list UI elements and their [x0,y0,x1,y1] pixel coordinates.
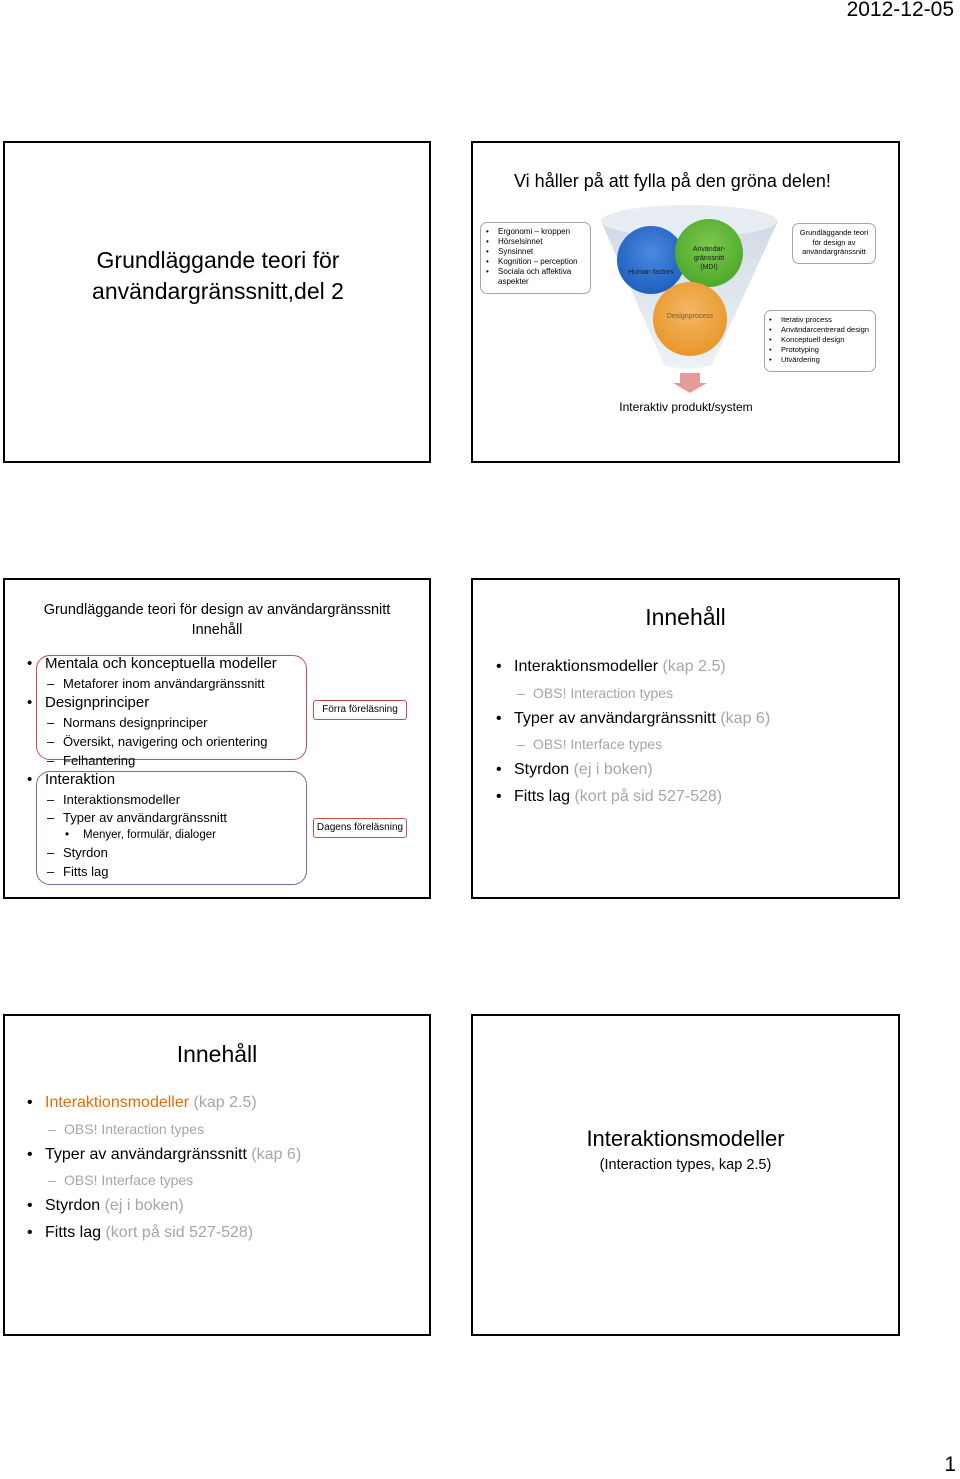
circle-orange-label: Designprocess [666,313,714,320]
content-subitem: – OBS! Interface types [64,1172,193,1188]
design-process-item: • Utvärdering [769,355,873,365]
slide-3-title-line-1: Grundläggande teori för design av användargränssnitt [43,602,391,618]
slide-5 [3,1014,431,1336]
outline-item-level-2: – Översikt, navigering och orientering [63,734,268,749]
human-factors-box [480,222,591,294]
content-item-extra: (kap 6) [251,1146,302,1163]
design-process-box [764,310,876,372]
outline-item-level-3: • Menyer, formulär, dialoger [83,829,216,841]
outline-item-level-2: – Fitts lag [63,864,109,879]
slide-3-title-line-2: Innehåll [191,622,243,638]
design-process-item: • Iterativ process [769,315,873,325]
circle-human-factors [617,226,685,294]
outline-item-level-2: – Styrdon [63,845,108,860]
page-date: 2012-12-05 [846,0,954,21]
content-subitem: – OBS! Interface types [533,736,662,752]
human-factors-item: • Sociala och affektiva aspekter [486,267,587,287]
slide-1-title: Grundläggande teori för användargränssnitt,del 2 [92,247,344,304]
theory-box: Grundläggande teori för design av användargränssnitt [792,223,876,264]
content-item-extra: (kort på sid 527-528) [105,1224,254,1241]
human-factors-item: • Kognition – perception [486,257,587,267]
content-item [45,1197,184,1215]
content-item-extra: (kap 6) [720,710,771,727]
slide-6-subtitle: (Interaction types, kap 2.5) [599,1157,772,1173]
slide-2 [471,141,900,463]
content-item [514,761,653,779]
circle-green-label: Användar-gränssnitt (MDI) [692,246,726,271]
content-item-main: Styrdon [45,1197,101,1214]
content-subitem: – OBS! Interaction types [64,1121,204,1137]
content-item-extra: (kap 2.5) [662,658,726,675]
content-item-extra: (ej i boken) [104,1197,184,1214]
outline-item-level-2: – Normans designprinciper [63,715,208,730]
down-arrow-icon [673,373,707,393]
design-process-item: • Prototyping [769,345,873,355]
previous-lecture-label: Förra föreläsning [313,700,407,720]
slide-1 [3,141,431,463]
content-item [45,1146,301,1164]
content-subitem: – OBS! Interaction types [533,685,673,701]
slide-6-title: Interaktionsmodeller [586,1126,785,1151]
content-item-main: Typer av användargränssnitt [514,710,716,727]
slide-5-title: Innehåll [176,1041,258,1067]
design-process-item: • Användarcentrerad design [769,325,873,335]
content-item-main: Interaktionsmodeller [45,1094,190,1111]
outline-item-level-1: • Designprinciper [45,694,149,711]
content-item-extra: (kort på sid 527-528) [574,788,723,805]
slide-3 [3,578,431,899]
outline-item-level-1: • Interaktion [45,771,115,788]
content-item [514,710,770,728]
outline-item-level-2: – Interaktionsmodeller [63,792,180,807]
content-item [45,1094,257,1112]
outline-item-level-2: – Typer av användargränssnitt [63,810,227,825]
slide-3-title [5,600,429,640]
slide-2-title: Vi håller på att fylla på den gröna delen! [514,171,831,191]
human-factors-item: • Ergonomi – kroppen [486,227,587,237]
slide-6 [471,1014,900,1336]
content-item-extra: (kap 2.5) [193,1094,257,1111]
slide-4-title: Innehåll [645,604,726,630]
content-item [45,1224,253,1242]
content-item-main: Interaktionsmodeller [514,658,659,675]
design-process-item: • Konceptuell design [769,335,873,345]
page-number: 1 [944,1453,956,1476]
outline-item-level-2: – Metaforer inom användargränssnitt [63,676,265,691]
circle-blue-label: Human factors [628,269,674,276]
content-item [514,788,722,806]
human-factors-item: • Synsinnet [486,247,587,257]
content-item-main: Fitts lag [514,788,571,805]
human-factors-item: • Hörselsinnet [486,237,587,247]
today-lecture-label: Dagens föreläsning [313,818,407,838]
content-item-extra: (ej i boken) [573,761,653,778]
content-item-main: Styrdon [514,761,570,778]
outline-item-level-2: – Felhantering [63,753,135,768]
slide-4 [471,578,900,899]
content-item-main: Typer av användargränssnitt [45,1146,247,1163]
diagram-bottom-label: Interaktiv produkt/system [619,400,753,414]
content-item-main: Fitts lag [45,1224,102,1241]
outline-item-level-1: • Mentala och konceptuella modeller [45,655,277,672]
content-item [514,658,726,676]
